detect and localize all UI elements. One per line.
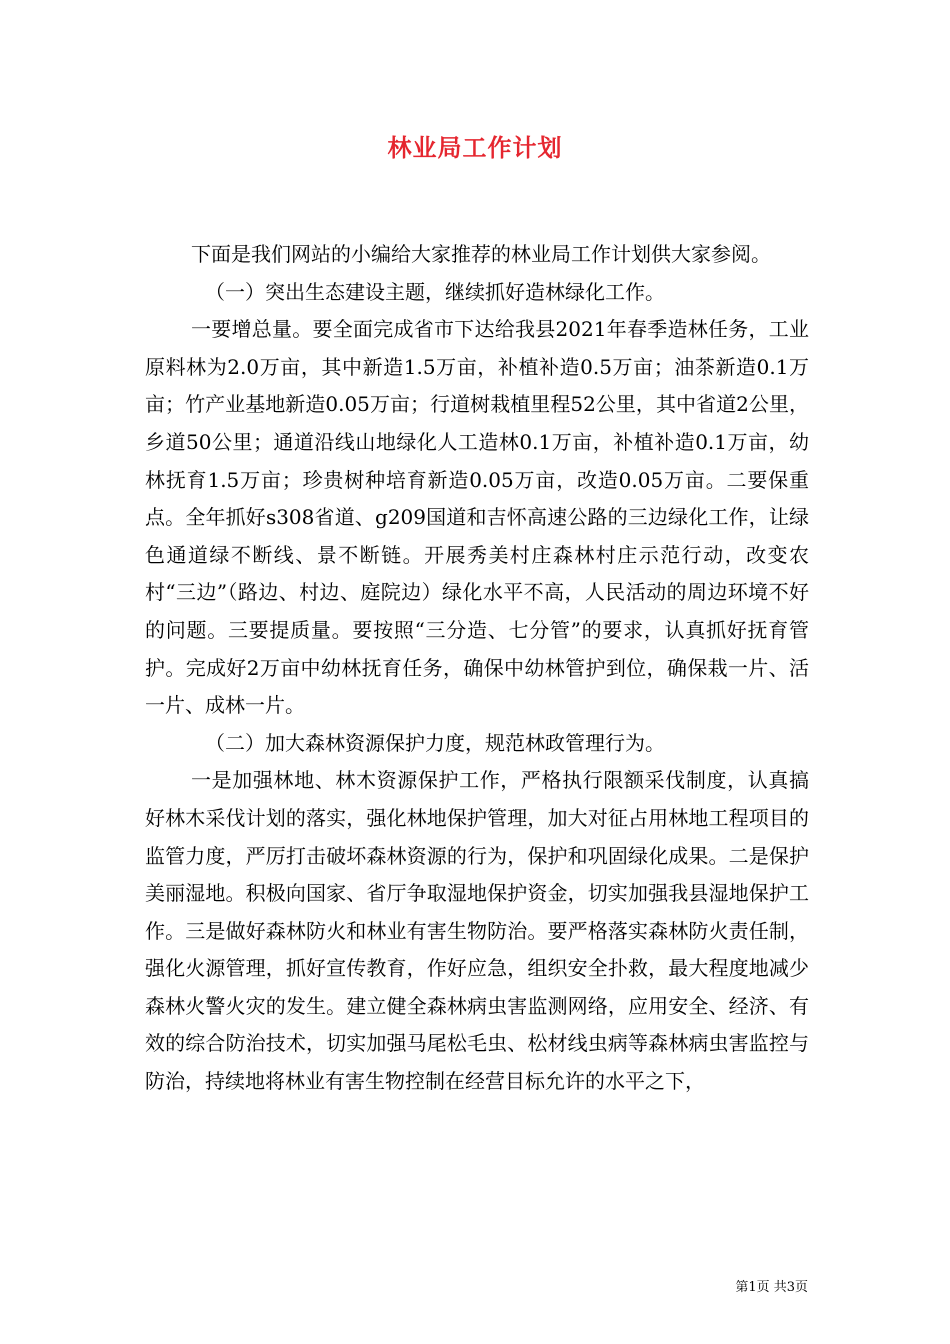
page-number: 第1页 共3页 bbox=[735, 1280, 808, 1295]
section-paragraph-2: 一是加强林地、林木资源保护工作，严格执行限额采伐制度，认真搞好林木采伐计划的落实，强化林地保护管理，加大对征占用林地工程项目的监管力度，严厉打击破坏森林资源的行为，保护和巩固绿化成果。二是保护美丽湿地。积极向国家、省厅争取湿地保护资金，切实加强我县湿地保护工作。三是做好森林防火和林业有害生物防治。要严格落实森林防火责任制，强化火源管理，抓好宣传教育，作好应急，组织安全扑救，最大程度地减少森林火警火灾的发生。建立健全森林病虫害监测网络，应用安全、经济、有效的综合防治技术，切实加强马尾松毛虫、松材线虫病等森林病虫害监控与防治，持续地将林业有害生物控制在经营目标允许的水平之下， bbox=[145, 768, 809, 1094]
section-paragraph-1: 一要增总量。要全面完成省市下达给我县2021年春季造林任务，工业原料林为2.0万亩，其中新造1.5万亩，补植补造0.5万亩；油茶新造0.1万亩；竹产业基地新造0.05万亩；行道树栽植里程52公里，其中省道2公里，乡道50公里；通道沿线山地绿化人工造林0.1万亩，补植补造0.1万亩，幼林抚育1.5万亩；珍贵树种培育新造0.05万亩，改造0.05万亩。二要保重点。全年抓好s308省道、g209国道和吉怀高速公路的三边绿化工作，让绿色通道绿不断线、景不断链。开展秀美村庄森林村庄示范行动，改变农村“三边”（路边、村边、庭院边）绿化水平不高，人民活动的周边环境不好的问题。三要提质量。要按照“三分造、七分管”的要求，认真抓好抚育管护。完成好2万亩中幼林抚育任务，确保中幼林管护到位，确保栽一片、活一片、成林一片。 bbox=[145, 317, 809, 718]
section-heading-2: （二）加大森林资源保护力度，规范林政管理行为。 bbox=[205, 730, 665, 755]
document-title: 林业局工作计划 bbox=[387, 133, 563, 162]
document-body bbox=[145, 236, 809, 1101]
section-heading-1: （一）突出生态建设主题，继续抓好造林绿化工作。 bbox=[205, 279, 665, 304]
intro-paragraph: 下面是我们网站的小编给大家推荐的林业局工作计划供大家参阅。 bbox=[191, 242, 771, 266]
